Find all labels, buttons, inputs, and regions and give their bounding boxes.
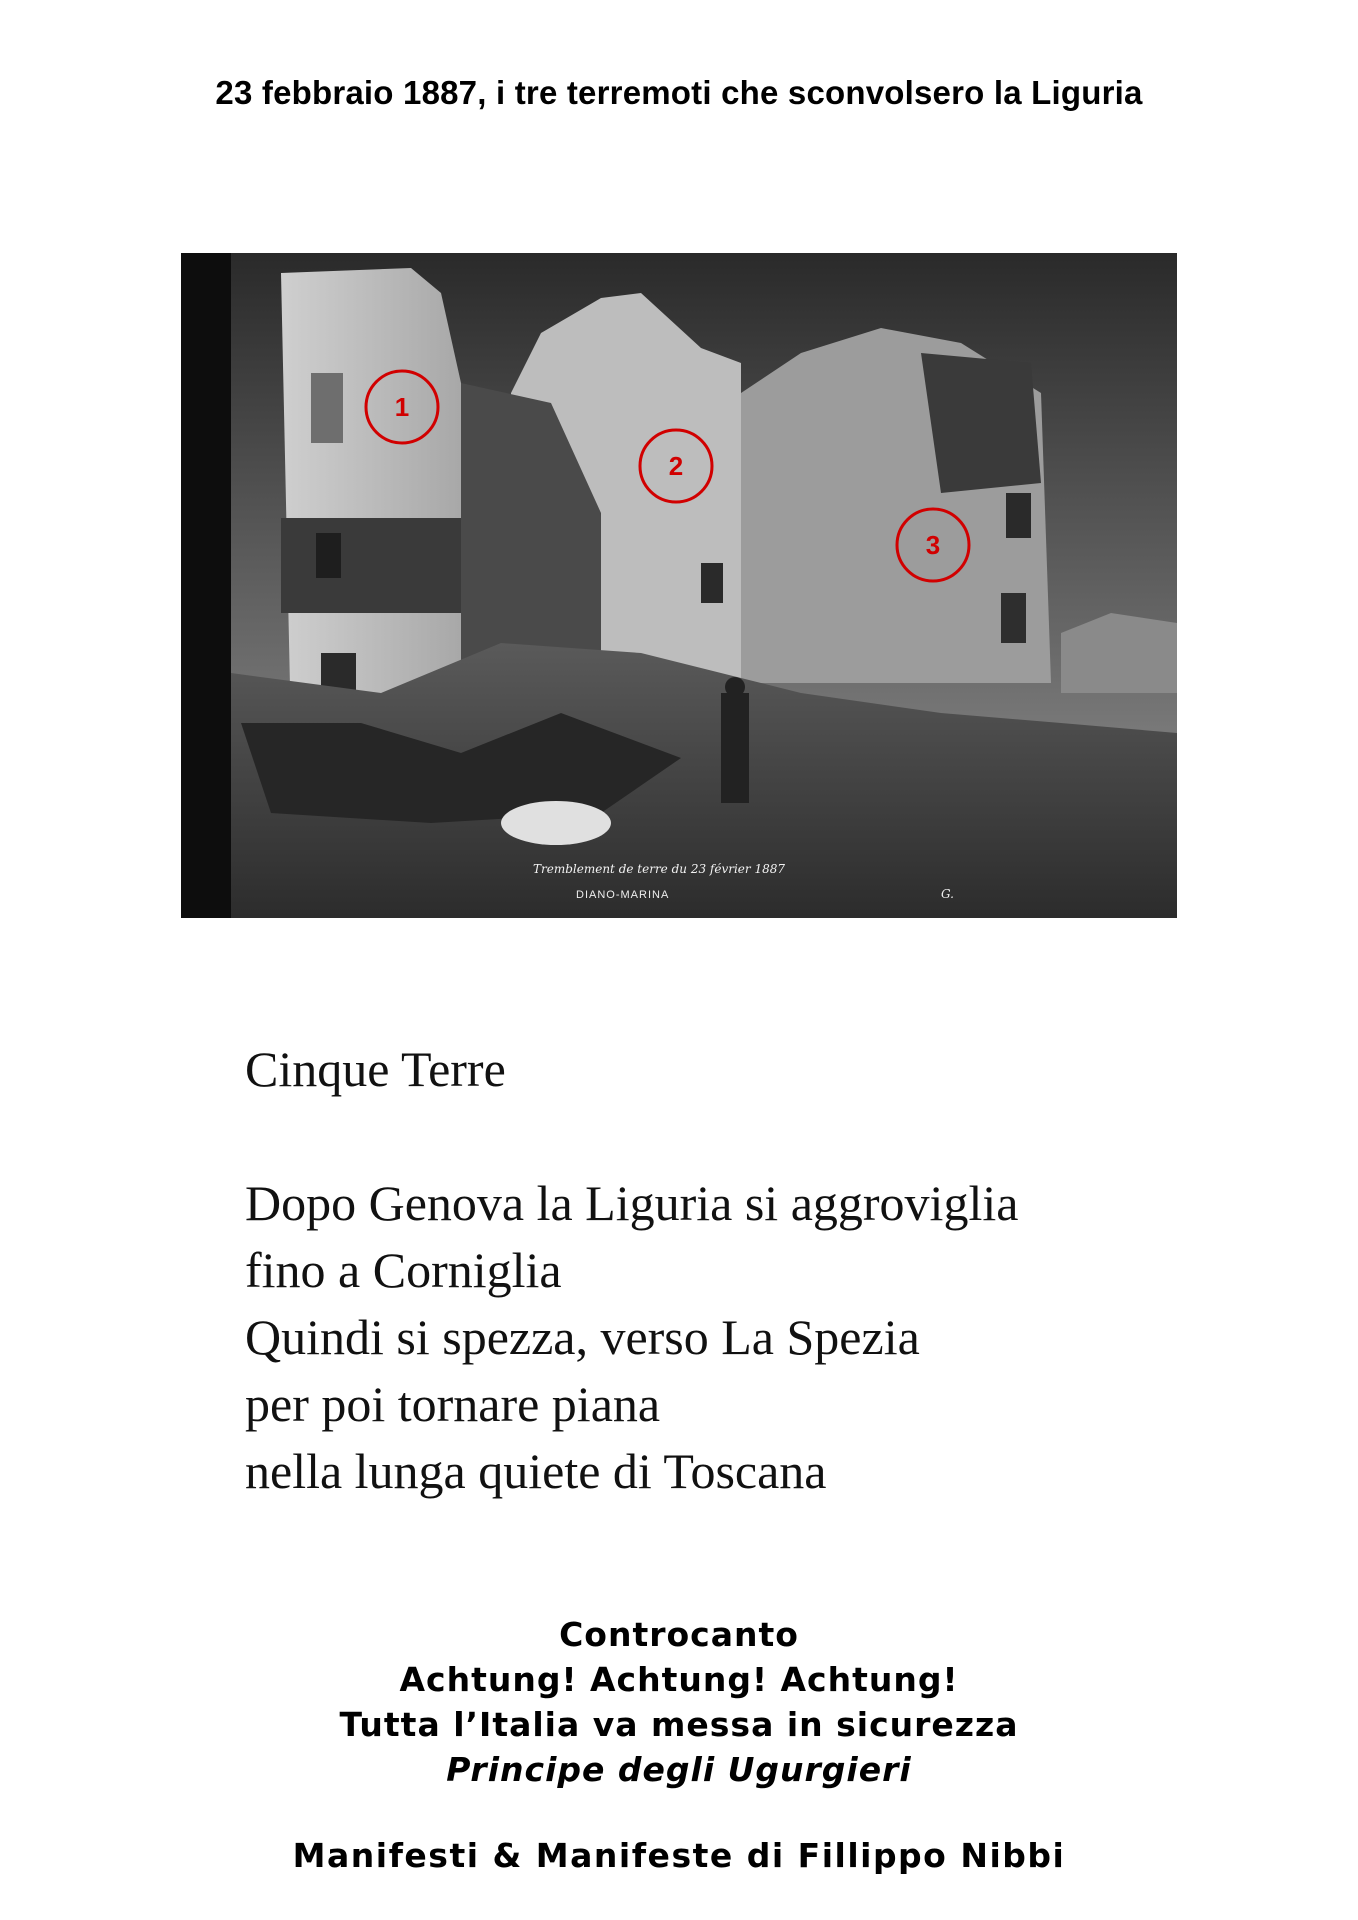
building-1-shadow bbox=[281, 518, 461, 613]
earthquake-photo bbox=[181, 253, 1177, 918]
page-headline: 23 febbraio 1887, i tre terremoti che sconvolsero la Liguria bbox=[215, 74, 1143, 111]
building-3-door bbox=[1001, 593, 1026, 643]
poem-line-1: Dopo Genova la Liguria si aggroviglia bbox=[245, 1175, 1019, 1231]
svg-text:1: 1 bbox=[394, 392, 410, 422]
building-3-window bbox=[1006, 493, 1031, 538]
svg-text:2: 2 bbox=[668, 451, 684, 481]
poem-title: Cinque Terre bbox=[245, 1041, 506, 1097]
footer-credit: Manifesti & Manifeste di Fillippo Nibbi bbox=[292, 1836, 1066, 1875]
svg-text:3: 3 bbox=[925, 530, 941, 560]
photo-caption-line2: DIANO-MARINA bbox=[576, 889, 670, 901]
building-1-shutter bbox=[311, 373, 343, 443]
fabric-bundle bbox=[501, 801, 611, 845]
poem-line-5: nella lunga quiete di Toscana bbox=[245, 1443, 827, 1499]
controcanto-block bbox=[0, 1612, 1358, 1792]
building-2-window bbox=[701, 563, 723, 603]
controcanto-line-2: Tutta l’Italia va messa in sicurezza bbox=[339, 1705, 1019, 1744]
poem-line-4: per poi tornare piana bbox=[245, 1376, 661, 1432]
poem bbox=[245, 1036, 1245, 1505]
building-1-window bbox=[316, 533, 341, 578]
photo-corner-mark: G. bbox=[941, 887, 954, 901]
controcanto-line-1: Achtung! Achtung! Achtung! bbox=[399, 1660, 959, 1699]
photo-left-dark-edge bbox=[181, 253, 231, 918]
controcanto-signature: Principe degli Ugurgieri bbox=[446, 1750, 912, 1789]
poem-line-3: Quindi si spezza, verso La Spezia bbox=[245, 1309, 920, 1365]
standing-figure bbox=[721, 693, 749, 803]
ruined-building-1 bbox=[281, 268, 461, 733]
controcanto-heading: Controcanto bbox=[559, 1615, 799, 1654]
poem-line-2: fino a Corniglia bbox=[245, 1242, 562, 1298]
standing-figure-head bbox=[725, 677, 745, 697]
building-3-roof-beams bbox=[921, 353, 1041, 493]
photo-caption-line1: Tremblement de terre du 23 février 1887 bbox=[533, 862, 785, 876]
